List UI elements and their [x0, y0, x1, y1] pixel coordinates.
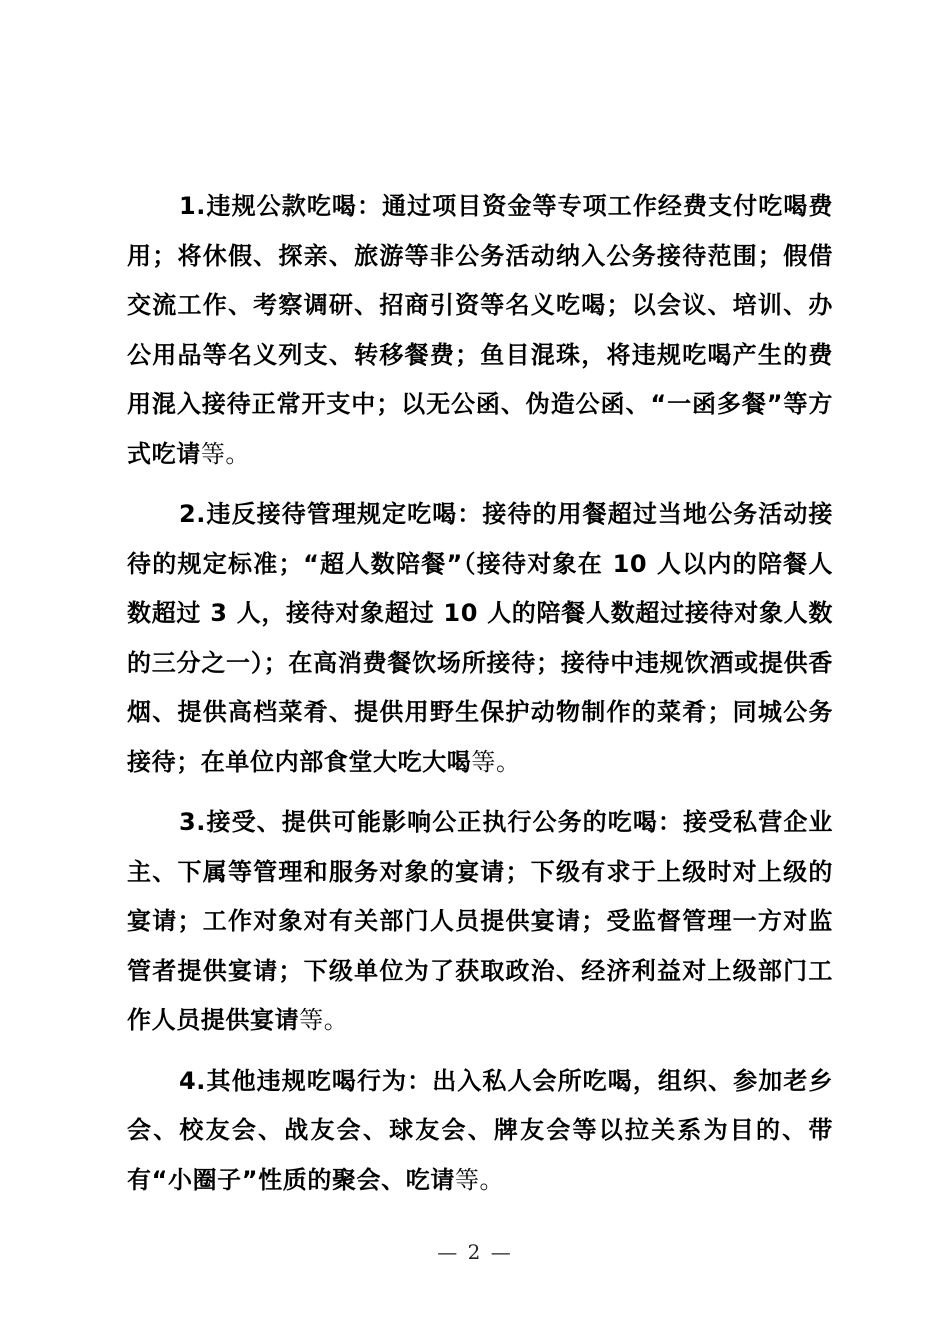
paragraph-3-tail: 等。 — [299, 1006, 349, 1034]
paragraph-1 — [127, 182, 833, 479]
page-number: — 2 — — [437, 1240, 513, 1264]
paragraph-2 — [127, 490, 833, 787]
paragraph-1-tail: 等。 — [200, 439, 251, 468]
paragraph-4-text: 4.其他违规吃喝行为：出入私人会所吃喝，组织、参加老乡会、校友会、战友会、球友会、牌友会等以拉关系为目的、带有“小圈子”性质的聚会、吃请 — [127, 1066, 833, 1194]
paragraph-4-tail: 等。 — [454, 1165, 505, 1194]
paragraph-2-text: 2.违反接待管理规定吃喝：接待的用餐超过当地公务活动接待的规定标准；“超人数陪餐”（接待对象在 10 人以内的陪餐人数超过 3 人，接待对象超过 10 人的陪餐人数超过接待对象人数的三分之一）；在高消费餐饮场所接待；接待中违规饮酒或提供香烟、提供高档菜肴、提供用野生保护动物制作的菜肴；同城公务接待；在单位内部食堂大吃大喝 — [127, 500, 833, 776]
paragraph-1-text: 1.违规公款吃喝：通过项目资金等专项工作经费支付吃喝费用；将休假、探亲、旅游等非公务活动纳入公务接待范围；假借交流工作、考察调研、招商引资等名义吃喝；以会议、培训、办公用品等名义列支、转移餐费；鱼目混珠，将违规吃喝产生的费用混入接待正常开支中；以无公函、伪造公函、“一函多餐”等方式吃请 — [127, 192, 833, 468]
paragraph-2-tail: 等。 — [471, 747, 521, 776]
document-body — [127, 182, 833, 1205]
paragraph-3 — [127, 798, 833, 1046]
paragraph-3-text: 3.接受、提供可能影响公正执行公务的吃喝：接受私营企业主、下属等管理和服务对象的宴请；下级有求于上级时对上级的宴请；工作对象对有关部门人员提供宴请；受监督管理一方对监管者提供宴请；下级单位为了获取政治、经济利益对上级部门工作人员提供宴请 — [127, 808, 833, 1034]
paragraph-4 — [127, 1057, 833, 1206]
